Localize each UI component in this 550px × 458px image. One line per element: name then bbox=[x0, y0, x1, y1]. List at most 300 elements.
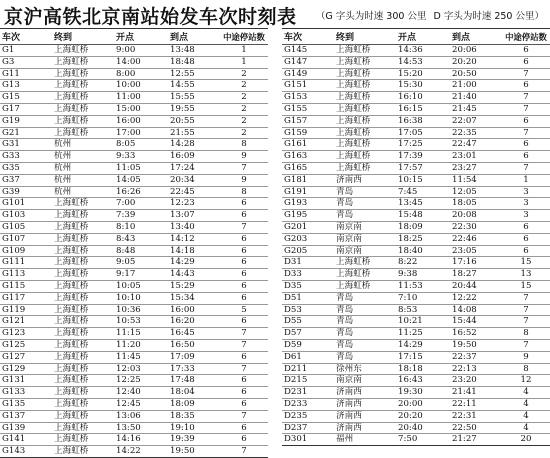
train-number: D235 bbox=[282, 410, 334, 422]
destination: 上海虹桥 bbox=[52, 422, 114, 434]
arrive-time: 20:06 bbox=[450, 45, 502, 57]
depart-time: 13:06 bbox=[114, 410, 168, 422]
destination: 南京南 bbox=[334, 221, 396, 233]
stop-count: 9 bbox=[220, 151, 268, 163]
stop-count: 8 bbox=[220, 139, 268, 151]
arrive-time: 22:30 bbox=[450, 221, 502, 233]
train-number: D231 bbox=[282, 387, 334, 399]
destination: 上海虹桥 bbox=[334, 269, 396, 281]
arrive-time: 18:09 bbox=[168, 398, 220, 410]
arrive-time: 18:35 bbox=[168, 410, 220, 422]
arrive-time: 11:54 bbox=[450, 174, 502, 186]
depart-time: 10:53 bbox=[114, 316, 168, 328]
destination: 上海虹桥 bbox=[52, 446, 114, 458]
arrive-time: 14:55 bbox=[168, 80, 220, 92]
table-row bbox=[0, 422, 268, 434]
header-row bbox=[0, 29, 268, 45]
stop-count: 15 bbox=[502, 257, 550, 269]
timetable-left-body bbox=[0, 45, 268, 458]
destination: 杭州 bbox=[52, 139, 114, 151]
train-number: G39 bbox=[0, 186, 52, 198]
table-row bbox=[0, 398, 268, 410]
train-number: D215 bbox=[282, 375, 334, 387]
depart-time: 17:00 bbox=[114, 127, 168, 139]
destination: 上海虹桥 bbox=[52, 339, 114, 351]
train-number: G107 bbox=[0, 233, 52, 245]
arrive-time: 15:55 bbox=[168, 92, 220, 104]
table-row bbox=[282, 210, 550, 222]
destination: 上海虹桥 bbox=[52, 68, 114, 80]
depart-time: 13:45 bbox=[396, 198, 450, 210]
train-number: G131 bbox=[0, 375, 52, 387]
timetable-right-table bbox=[282, 28, 550, 446]
depart-time: 11:15 bbox=[114, 328, 168, 340]
table-row bbox=[0, 45, 268, 57]
table-row bbox=[282, 92, 550, 104]
train-number: G143 bbox=[0, 446, 52, 458]
stop-count: 8 bbox=[502, 328, 550, 340]
stop-count: 6 bbox=[502, 56, 550, 68]
stop-count: 20 bbox=[502, 434, 550, 446]
table-row bbox=[0, 280, 268, 292]
destination: 上海虹桥 bbox=[52, 292, 114, 304]
table-row bbox=[0, 316, 268, 328]
arrive-time: 15:34 bbox=[168, 292, 220, 304]
table-row bbox=[0, 92, 268, 104]
col-header-stops: 中途停站数 bbox=[502, 29, 550, 45]
depart-time: 15:00 bbox=[114, 103, 168, 115]
destination: 青岛 bbox=[334, 351, 396, 363]
train-number: G149 bbox=[282, 68, 334, 80]
stop-count: 7 bbox=[220, 339, 268, 351]
destination: 上海虹桥 bbox=[334, 162, 396, 174]
train-number: G145 bbox=[282, 45, 334, 57]
train-number: D31 bbox=[282, 257, 334, 269]
col-header-stops: 中途停站数 bbox=[220, 29, 268, 45]
destination: 上海虹桥 bbox=[334, 56, 396, 68]
destination: 上海虹桥 bbox=[52, 210, 114, 222]
train-number: G31 bbox=[0, 139, 52, 151]
col-header-depart: 开点 bbox=[396, 29, 450, 45]
depart-time: 8:10 bbox=[114, 221, 168, 233]
destination: 上海虹桥 bbox=[52, 410, 114, 422]
arrive-time: 17:33 bbox=[168, 363, 220, 375]
destination: 上海虹桥 bbox=[52, 45, 114, 57]
stop-count: 7 bbox=[502, 103, 550, 115]
table-row bbox=[282, 387, 550, 399]
arrive-time: 21:40 bbox=[450, 92, 502, 104]
arrive-time: 17:24 bbox=[168, 162, 220, 174]
destination: 上海虹桥 bbox=[52, 245, 114, 257]
table-row bbox=[0, 434, 268, 446]
stop-count: 6 bbox=[220, 422, 268, 434]
depart-time: 11:05 bbox=[114, 162, 168, 174]
destination: 上海虹桥 bbox=[334, 257, 396, 269]
stop-count: 8 bbox=[502, 363, 550, 375]
table-row bbox=[282, 151, 550, 163]
table-row bbox=[282, 115, 550, 127]
depart-time: 11:45 bbox=[114, 351, 168, 363]
table-row bbox=[0, 198, 268, 210]
table-row bbox=[0, 103, 268, 115]
destination: 上海虹桥 bbox=[52, 257, 114, 269]
destination: 福州 bbox=[334, 434, 396, 446]
table-row bbox=[282, 328, 550, 340]
depart-time: 14:05 bbox=[114, 174, 168, 186]
train-number: G133 bbox=[0, 387, 52, 399]
arrive-time: 23:27 bbox=[450, 162, 502, 174]
depart-time: 17:57 bbox=[396, 162, 450, 174]
train-number: G193 bbox=[282, 198, 334, 210]
train-number: G161 bbox=[282, 139, 334, 151]
destination: 杭州 bbox=[52, 162, 114, 174]
stop-count: 9 bbox=[502, 351, 550, 363]
arrive-time: 17:48 bbox=[168, 375, 220, 387]
depart-time: 20:40 bbox=[396, 422, 450, 434]
train-number: G123 bbox=[0, 328, 52, 340]
depart-time: 7:50 bbox=[396, 434, 450, 446]
depart-time: 11:00 bbox=[114, 92, 168, 104]
stop-count: 6 bbox=[220, 245, 268, 257]
table-row bbox=[0, 56, 268, 68]
table-row bbox=[0, 115, 268, 127]
depart-time: 16:43 bbox=[396, 375, 450, 387]
destination: 上海虹桥 bbox=[334, 92, 396, 104]
depart-time: 10:15 bbox=[396, 174, 450, 186]
stop-count: 7 bbox=[502, 339, 550, 351]
depart-time: 18:09 bbox=[396, 221, 450, 233]
stop-count: 6 bbox=[220, 316, 268, 328]
table-row bbox=[282, 245, 550, 257]
train-number: G201 bbox=[282, 221, 334, 233]
stop-count: 6 bbox=[220, 280, 268, 292]
table-row bbox=[0, 410, 268, 422]
train-number: G15 bbox=[0, 92, 52, 104]
depart-time: 18:18 bbox=[396, 363, 450, 375]
depart-time: 12:40 bbox=[114, 387, 168, 399]
stop-count: 2 bbox=[220, 92, 268, 104]
depart-time: 7:45 bbox=[396, 186, 450, 198]
stop-count: 1 bbox=[502, 174, 550, 186]
table-row bbox=[0, 269, 268, 281]
destination: 上海虹桥 bbox=[334, 80, 396, 92]
arrive-time: 13:48 bbox=[168, 45, 220, 57]
table-row bbox=[0, 257, 268, 269]
destination: 青岛 bbox=[334, 316, 396, 328]
stop-count: 7 bbox=[502, 127, 550, 139]
table-row bbox=[0, 328, 268, 340]
destination: 上海虹桥 bbox=[52, 80, 114, 92]
arrive-time: 20:20 bbox=[450, 56, 502, 68]
col-header-train: 车次 bbox=[282, 29, 334, 45]
depart-time: 9:05 bbox=[114, 257, 168, 269]
stop-count: 6 bbox=[220, 387, 268, 399]
stop-count: 6 bbox=[220, 269, 268, 281]
destination: 上海虹桥 bbox=[52, 115, 114, 127]
stop-count: 6 bbox=[220, 292, 268, 304]
arrive-time: 22:37 bbox=[450, 351, 502, 363]
train-number: D301 bbox=[282, 434, 334, 446]
depart-time: 7:10 bbox=[396, 292, 450, 304]
arrive-time: 13:40 bbox=[168, 221, 220, 233]
stop-count: 7 bbox=[502, 316, 550, 328]
table-row bbox=[0, 80, 268, 92]
arrive-time: 14:18 bbox=[168, 245, 220, 257]
table-row bbox=[282, 198, 550, 210]
table-row bbox=[282, 80, 550, 92]
arrive-time: 14:28 bbox=[168, 139, 220, 151]
arrive-time: 12:23 bbox=[168, 198, 220, 210]
timetable-left bbox=[0, 28, 268, 457]
table-row bbox=[0, 363, 268, 375]
arrive-time: 17:16 bbox=[450, 257, 502, 269]
table-row bbox=[282, 280, 550, 292]
train-number: G113 bbox=[0, 269, 52, 281]
destination: 上海虹桥 bbox=[52, 375, 114, 387]
arrive-time: 16:50 bbox=[168, 339, 220, 351]
arrive-time: 20:08 bbox=[450, 210, 502, 222]
destination: 上海虹桥 bbox=[334, 151, 396, 163]
train-number: G203 bbox=[282, 233, 334, 245]
arrive-time: 19:50 bbox=[168, 446, 220, 458]
train-number: G141 bbox=[0, 434, 52, 446]
arrive-time: 15:44 bbox=[450, 316, 502, 328]
train-number: G117 bbox=[0, 292, 52, 304]
depart-time: 8:53 bbox=[396, 304, 450, 316]
train-number: G125 bbox=[0, 339, 52, 351]
stop-count: 3 bbox=[502, 210, 550, 222]
destination: 上海虹桥 bbox=[52, 269, 114, 281]
stop-count: 9 bbox=[220, 174, 268, 186]
arrive-time: 21:45 bbox=[450, 103, 502, 115]
depart-time: 9:17 bbox=[114, 269, 168, 281]
train-number: G127 bbox=[0, 351, 52, 363]
destination: 青岛 bbox=[334, 198, 396, 210]
depart-time: 14:29 bbox=[396, 339, 450, 351]
arrive-time: 16:20 bbox=[168, 316, 220, 328]
destination: 上海虹桥 bbox=[52, 198, 114, 210]
train-number: G181 bbox=[282, 174, 334, 186]
train-number: G135 bbox=[0, 398, 52, 410]
depart-time: 14:00 bbox=[114, 56, 168, 68]
depart-time: 14:22 bbox=[114, 446, 168, 458]
arrive-time: 15:29 bbox=[168, 280, 220, 292]
speed-note bbox=[312, 8, 544, 22]
arrive-time: 16:52 bbox=[450, 328, 502, 340]
depart-time: 8:48 bbox=[114, 245, 168, 257]
arrive-time: 20:50 bbox=[450, 68, 502, 80]
table-row bbox=[0, 292, 268, 304]
table-row bbox=[0, 351, 268, 363]
arrive-time: 18:27 bbox=[450, 269, 502, 281]
train-number: G155 bbox=[282, 103, 334, 115]
depart-time: 10:00 bbox=[114, 80, 168, 92]
arrive-time: 22:46 bbox=[450, 233, 502, 245]
train-number: D51 bbox=[282, 292, 334, 304]
train-number: G153 bbox=[282, 92, 334, 104]
stop-count: 6 bbox=[502, 115, 550, 127]
train-number: D61 bbox=[282, 351, 334, 363]
depart-time: 18:25 bbox=[396, 233, 450, 245]
arrive-time: 19:55 bbox=[168, 103, 220, 115]
depart-time: 18:40 bbox=[396, 245, 450, 257]
stop-count: 6 bbox=[220, 375, 268, 387]
train-number: D33 bbox=[282, 269, 334, 281]
destination: 上海虹桥 bbox=[52, 398, 114, 410]
table-row bbox=[282, 233, 550, 245]
stop-count: 6 bbox=[220, 233, 268, 245]
train-number: G163 bbox=[282, 151, 334, 163]
destination: 上海虹桥 bbox=[52, 103, 114, 115]
arrive-time: 19:10 bbox=[168, 422, 220, 434]
table-row bbox=[282, 316, 550, 328]
table-row bbox=[0, 446, 268, 458]
page-title: 京沪高铁北京南站始发车次时刻表 bbox=[4, 6, 297, 28]
arrive-time: 14:43 bbox=[168, 269, 220, 281]
train-number: G33 bbox=[0, 151, 52, 163]
arrive-time: 21:41 bbox=[450, 387, 502, 399]
col-header-arrive: 到点 bbox=[168, 29, 220, 45]
destination: 青岛 bbox=[334, 328, 396, 340]
table-row bbox=[0, 304, 268, 316]
depart-time: 17:15 bbox=[396, 351, 450, 363]
stop-count: 6 bbox=[502, 80, 550, 92]
train-number: G109 bbox=[0, 245, 52, 257]
table-row bbox=[282, 351, 550, 363]
train-number: G21 bbox=[0, 127, 52, 139]
table-row bbox=[282, 410, 550, 422]
stop-count: 7 bbox=[502, 92, 550, 104]
depart-time: 10:36 bbox=[114, 304, 168, 316]
depart-time: 7:00 bbox=[114, 198, 168, 210]
stop-count: 2 bbox=[220, 115, 268, 127]
destination: 杭州 bbox=[52, 174, 114, 186]
arrive-time: 22:07 bbox=[450, 115, 502, 127]
train-number: G35 bbox=[0, 162, 52, 174]
destination: 上海虹桥 bbox=[52, 387, 114, 399]
table-row bbox=[282, 45, 550, 57]
stop-count: 7 bbox=[502, 304, 550, 316]
stop-count: 4 bbox=[502, 398, 550, 410]
train-number: G1 bbox=[0, 45, 52, 57]
table-row bbox=[282, 174, 550, 186]
destination: 上海虹桥 bbox=[52, 328, 114, 340]
stop-count: 7 bbox=[220, 328, 268, 340]
destination: 青岛 bbox=[334, 339, 396, 351]
arrive-time: 22:45 bbox=[168, 186, 220, 198]
header-row bbox=[282, 29, 550, 45]
arrive-time: 16:45 bbox=[168, 328, 220, 340]
train-number: G101 bbox=[0, 198, 52, 210]
arrive-time: 22:35 bbox=[450, 127, 502, 139]
col-header-train: 车次 bbox=[0, 29, 52, 45]
arrive-time: 17:09 bbox=[168, 351, 220, 363]
depart-time: 17:25 bbox=[396, 139, 450, 151]
destination: 上海虹桥 bbox=[52, 127, 114, 139]
table-row bbox=[282, 56, 550, 68]
table-row bbox=[282, 186, 550, 198]
depart-time: 10:21 bbox=[396, 316, 450, 328]
depart-time: 9:33 bbox=[114, 151, 168, 163]
destination: 济南西 bbox=[334, 174, 396, 186]
stop-count: 6 bbox=[220, 434, 268, 446]
arrive-time: 14:29 bbox=[168, 257, 220, 269]
stop-count: 6 bbox=[220, 198, 268, 210]
arrive-time: 18:04 bbox=[168, 387, 220, 399]
timetable-right bbox=[282, 28, 550, 445]
arrive-time: 21:55 bbox=[168, 127, 220, 139]
depart-time: 9:38 bbox=[396, 269, 450, 281]
arrive-time: 16:09 bbox=[168, 151, 220, 163]
arrive-time: 20:55 bbox=[168, 115, 220, 127]
destination: 济南西 bbox=[334, 387, 396, 399]
train-number: G121 bbox=[0, 316, 52, 328]
depart-time: 20:20 bbox=[396, 410, 450, 422]
stop-count: 7 bbox=[220, 221, 268, 233]
train-number: D35 bbox=[282, 280, 334, 292]
train-number: D59 bbox=[282, 339, 334, 351]
stop-count: 4 bbox=[502, 387, 550, 399]
depart-time: 19:30 bbox=[396, 387, 450, 399]
destination: 杭州 bbox=[52, 151, 114, 163]
table-row bbox=[0, 375, 268, 387]
table-row bbox=[282, 103, 550, 115]
table-row bbox=[282, 375, 550, 387]
table-row bbox=[282, 339, 550, 351]
table-row bbox=[0, 221, 268, 233]
arrive-time: 18:05 bbox=[450, 198, 502, 210]
table-row bbox=[0, 139, 268, 151]
stop-count: 7 bbox=[220, 410, 268, 422]
table-row bbox=[0, 68, 268, 80]
arrive-time: 13:07 bbox=[168, 210, 220, 222]
stop-count: 6 bbox=[502, 151, 550, 163]
arrive-time: 22:11 bbox=[450, 398, 502, 410]
depart-time: 17:05 bbox=[396, 127, 450, 139]
destination: 上海虹桥 bbox=[334, 45, 396, 57]
arrive-time: 20:44 bbox=[450, 280, 502, 292]
train-number: G3 bbox=[0, 56, 52, 68]
stop-count: 6 bbox=[502, 139, 550, 151]
arrive-time: 23:05 bbox=[450, 245, 502, 257]
stop-count: 4 bbox=[502, 410, 550, 422]
stop-count: 13 bbox=[502, 269, 550, 281]
destination: 上海虹桥 bbox=[52, 434, 114, 446]
arrive-time: 12:55 bbox=[168, 68, 220, 80]
depart-time: 8:00 bbox=[114, 68, 168, 80]
depart-time: 14:16 bbox=[114, 434, 168, 446]
stop-count: 4 bbox=[502, 422, 550, 434]
train-number: G205 bbox=[282, 245, 334, 257]
stop-count: 6 bbox=[502, 245, 550, 257]
train-number: G119 bbox=[0, 304, 52, 316]
stop-count: 2 bbox=[220, 80, 268, 92]
depart-time: 17:39 bbox=[396, 151, 450, 163]
col-header-arrive: 到点 bbox=[450, 29, 502, 45]
table-row bbox=[0, 245, 268, 257]
destination: 青岛 bbox=[334, 292, 396, 304]
depart-time: 15:20 bbox=[396, 68, 450, 80]
arrive-time: 14:12 bbox=[168, 233, 220, 245]
table-row bbox=[282, 434, 550, 446]
speed-note-g: （G 字头为时速 300 公里 bbox=[315, 11, 427, 22]
arrive-time: 22:13 bbox=[450, 363, 502, 375]
destination: 青岛 bbox=[334, 186, 396, 198]
stop-count: 2 bbox=[220, 103, 268, 115]
destination: 上海虹桥 bbox=[52, 304, 114, 316]
speed-note-d: D 字头为时速 250 公里） bbox=[433, 11, 544, 22]
depart-time: 14:36 bbox=[396, 45, 450, 57]
